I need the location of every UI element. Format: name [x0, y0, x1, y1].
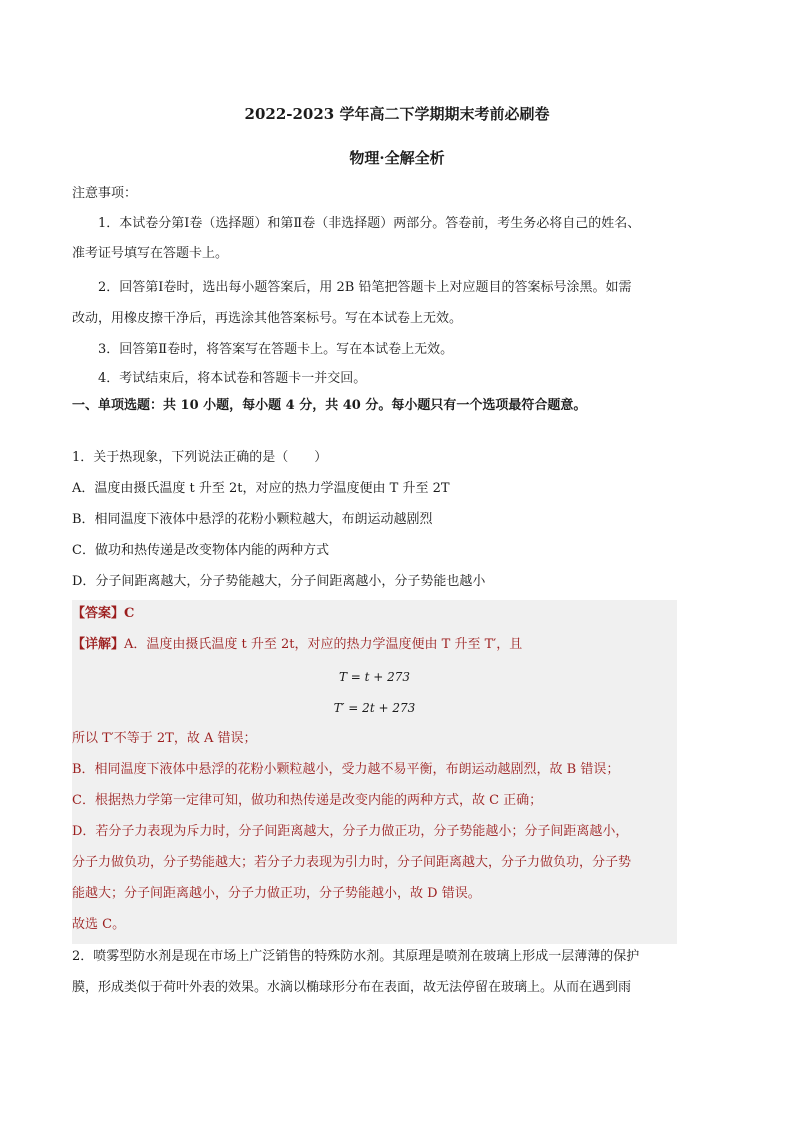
notice-item: 3．回答第Ⅱ卷时，将答案写在答题卡上。写在本试卷上无效。 — [98, 342, 454, 357]
detail-a-line — [72, 635, 677, 655]
detail-c: C．根据热力学第一定律可知，做功和热传递是改变内能的两种方式，故 C 正确； — [72, 793, 543, 808]
notice-item: 2．回答第Ⅰ卷时，选出每小题答案后，用 2B 铅笔把答题卡上对应题目的答案标号涂黑。如需 — [98, 280, 632, 295]
section-heading: 一、单项选题：共 10 小题，每小题 4 分，共 40 分。每小题只有一个选项最符合题意。 — [72, 398, 587, 413]
question-2-line: 膜，形成类似于荷叶外表的效果。水滴以椭球形分布在表面，故无法停留在玻璃上。从而在遇到雨 — [72, 980, 632, 995]
detail-d-line: D．若分子力表现为斥力时，分子间距离越大，分子力做正功，分子势能越小；分子间距离越小， — [72, 824, 629, 839]
answer-value: C — [124, 606, 135, 621]
answer-label: 【答案】 — [72, 606, 125, 621]
notice-item: 4．考试结束后，将本试卷和答题卡一并交回。 — [98, 371, 367, 386]
document-title: 2022-2023 学年高二下学期期末考前必刷卷 — [244, 105, 550, 123]
detail-a-conclusion: 所以 T′不等于 2T，故 A 错误； — [72, 731, 257, 746]
final-answer: 故选 C。 — [72, 917, 126, 932]
question-1-option-a: A．温度由摄氏温度 t 升至 2t，对应的热力学温度便由 T 升至 2T — [72, 481, 450, 496]
question-2-line: 2．喷雾型防水剂是现在市场上广泛销售的特殊防水剂。其原理是喷剂在玻璃上形成一层薄薄的保护 — [72, 949, 640, 964]
detail-b: B．相同温度下液体中悬浮的花粉小颗粒越小，受力越不易平衡，布朗运动越剧烈，故 B 错误； — [72, 762, 620, 777]
detail-label: 【详解】 — [72, 637, 125, 652]
equation-2: T′ = 2t + 273 — [333, 701, 416, 715]
notice-item: 准考证号填写在答题卡上。 — [72, 246, 229, 261]
detail-d-line: 能越大；分子间距离越小，分子力做正功，分子势能越小，故 D 错误。 — [72, 886, 481, 901]
question-1-option-b: B．相同温度下液体中悬浮的花粉小颗粒越大，布朗运动越剧烈 — [72, 512, 433, 527]
document-subtitle: 物理·全解全析 — [349, 149, 445, 167]
detail-a-text: A．温度由摄氏温度 t 升至 2t，对应的热力学温度便由 T 升至 T′，且 — [124, 637, 523, 652]
notice-item: 改动，用橡皮擦干净后，再选涂其他答案标号。写在本试卷上无效。 — [72, 311, 463, 326]
notice-item: 1．本试卷分第Ⅰ卷（选择题）和第Ⅱ卷（非选择题）两部分。答卷前，考生务必将自己的姓名、 — [98, 216, 641, 231]
answer-line — [72, 604, 677, 624]
equation-1: T = t + 273 — [338, 670, 411, 684]
question-1-stem: 1．关于热现象，下列说法正确的是（ ） — [72, 450, 328, 465]
detail-d-line: 分子力做负功，分子势能越大；若分子力表现为引力时，分子间距离越大，分子力做负功，分子势 — [72, 855, 632, 870]
notice-heading: 注意事项： — [72, 186, 138, 201]
question-1-option-d: D．分子间距离越大，分子势能越大，分子间距离越小，分子势能也越小 — [72, 574, 486, 589]
question-1-option-c: C．做功和热传递是改变物体内能的两种方式 — [72, 543, 329, 558]
